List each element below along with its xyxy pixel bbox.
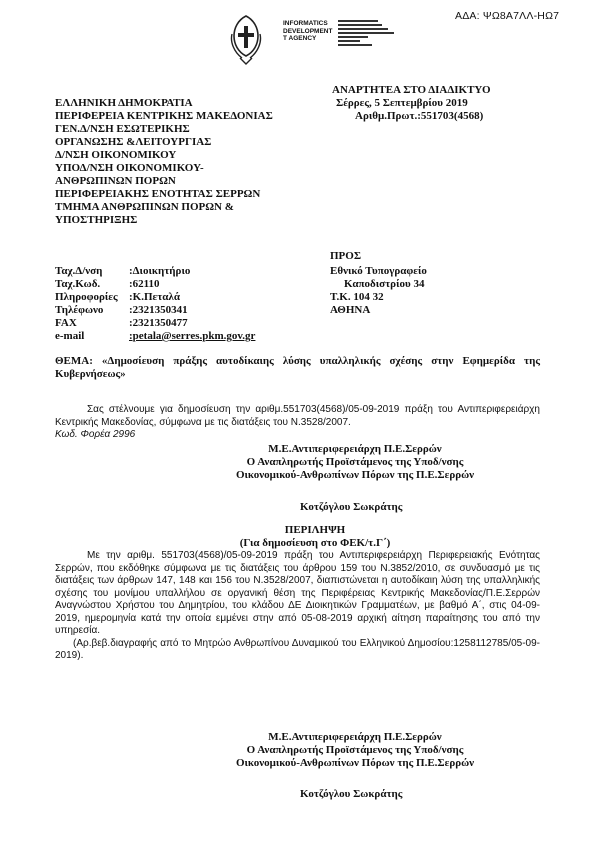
logo-line-3: T AGENCY xyxy=(283,35,317,42)
signer-name: Κοτζόγλου Σωκράτης xyxy=(300,788,403,800)
contact-row: Πληροφορίες :Κ.Πεταλά xyxy=(55,291,180,303)
recipient-line: ΑΘΗΝΑ xyxy=(330,304,371,316)
recipient-line: Εθνικό Τυπογραφείο xyxy=(330,265,427,277)
signature-block xyxy=(200,731,510,770)
contact-row: FAX :2321350477 xyxy=(55,317,188,329)
summary-subtitle: (Για δημοσίευση στο ΦΕΚ/τ.Γ΄) xyxy=(239,537,391,549)
signer-name: Κοτζόγλου Σωκράτης xyxy=(300,501,403,513)
informatics-agency-logo xyxy=(283,20,332,43)
email-link[interactable]: :petala@serres.pkm.gov.gr xyxy=(129,330,256,342)
summary-paragraph: (Αρ.βεβ.διαγραφής από το Μητρώο Ανθρωπίνου Δυναμικού του Ελληνικού Δημοσίου:1258112785/05-09-2019). xyxy=(55,637,540,661)
summary-heading xyxy=(200,524,430,550)
logo-line-2: DEVELOPMENT xyxy=(283,27,333,35)
authority-line: ΠΕΡΙΦΕΡΕΙΑΚΗΣ ΕΝΟΤΗΤΑΣ ΣΕΡΡΩΝ xyxy=(55,188,261,200)
authority-line: ΤΜΗΜΑ ΑΝΘΡΩΠΙΝΩΝ ΠΟΡΩΝ & xyxy=(55,201,234,213)
authority-line: ΥΠΟΔ/ΝΣΗ ΟΙΚΟΝΟΜΙΚΟΥ- xyxy=(55,162,204,174)
authority-line: ΥΠΟΣΤΗΡΙΞΗΣ xyxy=(55,214,138,226)
ada-code: ΑΔΑ: ΨΩ8Α7ΛΛ-ΗΩ7 xyxy=(455,10,560,22)
authority-line: ΑΝΘΡΩΠΙΝΩΝ ΠΟΡΩΝ xyxy=(55,175,176,187)
logo-fine-print-graphic xyxy=(338,20,400,49)
signature-line: Μ.Ε.Αντιπεριφερειάρχη Π.Ε.Σερρών xyxy=(268,731,442,743)
issuing-authority xyxy=(55,97,315,227)
authority-line: Δ/ΝΣΗ ΟΙΚΟΝΟΜΙΚΟΥ xyxy=(55,149,177,161)
recipient-address xyxy=(330,265,427,317)
posting-header xyxy=(330,84,550,123)
contact-row: Ταχ.Δ/νση :Διοικητήριο xyxy=(55,265,191,277)
authority-line: ΓΕΝ.Δ/ΝΣΗ ΕΣΩΤΕΡΙΚΗΣ xyxy=(55,123,190,135)
authority-line: ΕΛΛΗΝΙΚΗ ΔΗΜΟΚΡΑΤΙΑ xyxy=(55,97,193,109)
greek-coat-of-arms-icon xyxy=(228,14,264,66)
signature-line: Οικονομικού-Ανθρωπίνων Πόρων της Π.Ε.Σερρών xyxy=(235,757,475,769)
intro-paragraph xyxy=(55,404,540,442)
contact-row: Τηλέφωνο :2321350341 xyxy=(55,304,188,316)
signature-line: Ο Αναπληρωτής Προϊστάμενος της Υποδ/νσης xyxy=(246,456,464,468)
summary-title: ΠΕΡΙΛΗΨΗ xyxy=(284,524,346,536)
to-label: ΠΡΟΣ xyxy=(330,250,362,262)
signature-line: Οικονομικού-Ανθρωπίνων Πόρων της Π.Ε.Σερρών xyxy=(235,469,475,481)
protocol-number: Αριθμ.Πρωτ.:551703(4568) xyxy=(355,110,484,122)
signature-line: Μ.Ε.Αντιπεριφερειάρχη Π.Ε.Σερρών xyxy=(268,443,442,455)
subject-line: ΘΕΜΑ: «Δημοσίευση πράξης αυτοδίκαιης λύσης υπαλληλικής σχέσης στην Εφημερίδα της Κυβερνήσεως» xyxy=(55,355,540,380)
contact-row: Ταχ.Κωδ. :62110 xyxy=(55,278,160,290)
intro-text: Σας στέλνουμε για δημοσίευση την αριθμ.551703(4568)/05-09-2019 πράξη του Αντιπεριφερειάρχη Κεντρικής Μακεδονίας, σύμφωνα με τις διατάξεις του Ν.3528/2007. xyxy=(55,404,540,428)
summary-paragraph: Με την αριθμ. 551703(4568)/05-09-2019 πράξη του Αντιπεριφερειάρχη Περιφερειακής Ενότητας Σερρών, που εκδόθηκε σύμφωνα με τις διατάξεις του άρθρου 159 του Ν.3852/2010, σε συνδυασμό με τις διατάξεις των άρθρων 147, 148 και 156 του Ν.3528/2007, διαπιστώνεται η αυτοδίκαιη λύση της υπαλληλικής σχέσης του μονίμου υπαλλήλου σε οργανική θέση της Περιφέρειας Κεντρικής Μακεδονίας/Π.Ε.Σερρών Αναγνώστου Χρήστου του Δημητρίου, του κλάδου ΔΕ Διοικητικών Γραμματέων, με βαθμό Α΄, στις 04-09-2019, ημερομηνία κατά την οποία εμμένει στην από 05-08-2019 αρχική αίτηση παραίτησης του από την υπηρεσία. xyxy=(55,550,540,636)
recipient-line: Καποδιστρίου 34 xyxy=(344,278,425,290)
signature-line: Ο Αναπληρωτής Προϊστάμενος της Υποδ/νσης xyxy=(246,744,464,756)
posting-date: Σέρρες, 5 Σεπτεμβρίου 2019 xyxy=(336,97,468,109)
authority-line: ΟΡΓΑΝΩΣΗΣ &ΛΕΙΤΟΥΡΓΙΑΣ xyxy=(55,136,212,148)
summary-body xyxy=(55,550,540,663)
posting-title: ΑΝΑΡΤΗΤΕΑ ΣΤΟ ΔΙΑΔΙΚΤΥΟ xyxy=(332,84,491,96)
signature-block xyxy=(200,443,510,482)
recipient-line: Τ.Κ. 104 32 xyxy=(330,291,384,303)
contact-info xyxy=(55,265,329,343)
logo-line-1: INFORMATICS xyxy=(283,20,328,27)
entity-code: Κωδ. Φορέα 2996 xyxy=(55,429,136,440)
contact-row: e-mail :petala@serres.pkm.gov.gr xyxy=(55,330,329,343)
authority-line: ΠΕΡΙΦΕΡΕΙΑ ΚΕΝΤΡΙΚΗΣ ΜΑΚΕΔΟΝΙΑΣ xyxy=(55,110,273,122)
